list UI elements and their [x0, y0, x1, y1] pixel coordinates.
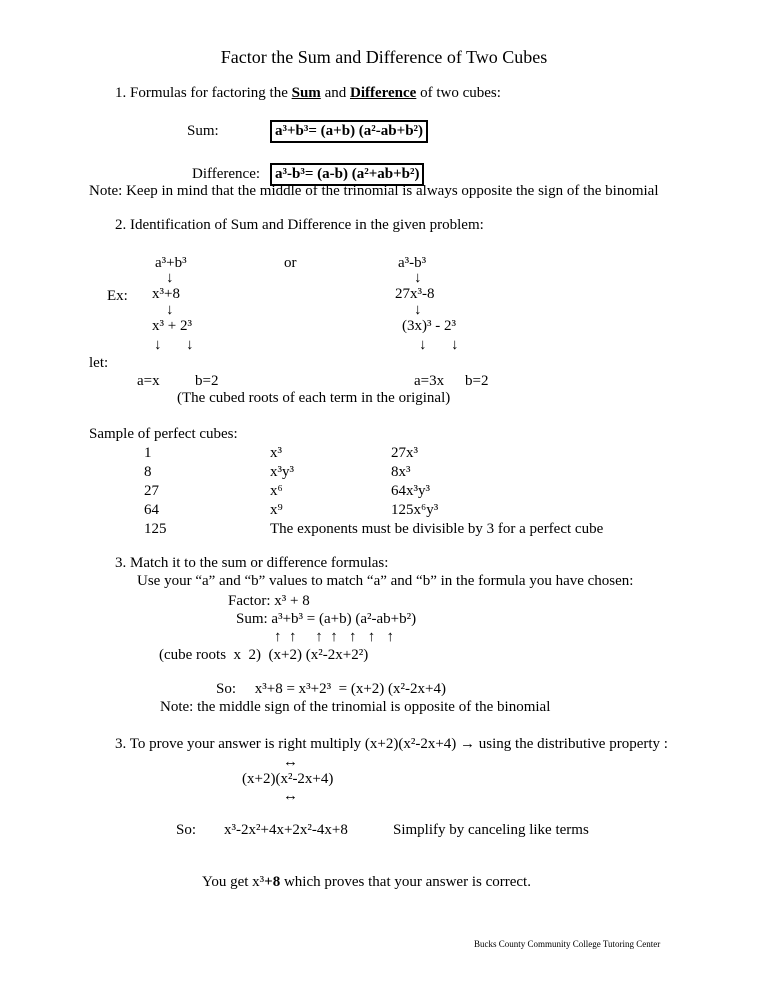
sum-label: Sum: [187, 123, 219, 139]
cube-term: 27x³ [391, 445, 418, 461]
cube-term: 64x³y³ [391, 483, 430, 499]
down-arrow-icon: ↓ [154, 337, 162, 353]
product-expression: (x+2)(x²-2x+4) [242, 771, 334, 787]
sum-formula-line: Sum: a³+b³ = (a+b) (a²-ab+b²) [236, 611, 417, 627]
section-3-heading: 3. Match it to the sum or difference formulas: [115, 555, 389, 571]
ex-label: Ex: [107, 288, 128, 304]
result-bold: +8 [264, 874, 281, 890]
right-formula: a³-b³ [398, 255, 427, 271]
down-arrow-icon: ↓ [186, 337, 194, 353]
intro-diff: Difference [349, 85, 417, 101]
intro-mid: and [320, 85, 350, 101]
difference-formula-box: a³-b³= (a-b) (a²+ab+b²) [270, 163, 424, 186]
intro-pre: 1. Formulas for factoring the [115, 85, 292, 101]
let-label: let: [89, 355, 109, 371]
left-cubes: x³ + 2³ [152, 318, 192, 334]
cube-variable: x⁹ [270, 502, 283, 518]
right-b-value: b=2 [465, 373, 489, 389]
cube-number: 64 [144, 502, 159, 518]
left-formula: a³+b³ [155, 255, 187, 271]
left-example: x³+8 [152, 286, 180, 302]
cube-number: 8 [144, 464, 152, 480]
left-right-arrow-icon: ↔ [283, 754, 298, 770]
left-a-value: a=x [137, 373, 160, 389]
down-arrow-icon: ↓ [166, 302, 174, 318]
left-right-arrow-icon: ↔ [283, 788, 298, 804]
down-arrow-icon: ↓ [414, 270, 422, 286]
perfect-cubes-heading: Sample of perfect cubes: [89, 426, 238, 442]
right-a-value: a=3x [414, 373, 445, 389]
so-label: So: [176, 822, 197, 838]
page-title: Factor the Sum and Difference of Two Cubes [220, 47, 548, 67]
factor-line: Factor: x³ + 8 [228, 593, 310, 609]
left-b-value: b=2 [195, 373, 219, 389]
cube-term: 125x⁶y³ [391, 502, 439, 518]
section-2-heading: 2. Identification of Sum and Difference in the given problem: [115, 217, 484, 233]
result-sentence [202, 875, 531, 890]
divisible-rule: The exponents must be divisible by 3 for a perfect cube [270, 521, 604, 537]
intro-post: of two cubes: [416, 85, 501, 101]
down-arrow-icon: ↓ [419, 337, 427, 353]
section-3-note: Note: the middle sign of the trinomial is opposite of the binomial [160, 699, 551, 715]
cube-number: 27 [144, 483, 159, 499]
result-pre: You get x³ [202, 874, 265, 890]
right-example: 27x³-8 [395, 286, 435, 302]
expansion: x³-2x²+4x+2x²-4x+8 [224, 822, 348, 838]
cube-variable: x⁶ [270, 483, 283, 499]
sum-formula-box: a³+b³= (a+b) (a²-ab+b²) [270, 120, 428, 143]
cube-number: 1 [144, 445, 152, 461]
cubed-roots-note: (The cubed roots of each term in the original) [177, 390, 451, 406]
down-arrow-icon: ↓ [414, 302, 422, 318]
cube-variable: x³y³ [270, 464, 294, 480]
footer-credit: Bucks County Community College Tutoring Center [474, 939, 661, 949]
cube-variable: x³ [270, 445, 282, 461]
section-3-instruction: Use your “a” and “b” values to match “a” and “b” in the formula you have chosen: [137, 573, 634, 589]
section-4-heading: 3. To prove your answer is right multiply (x+2)(x²-2x+4) → using the distributive property : [115, 736, 668, 752]
up-arrows-icon: ↑ ↑ ↑ ↑ ↑ ↑ ↑ [274, 629, 394, 645]
simplify-note: Simplify by canceling like terms [393, 822, 589, 838]
right-cubes: (3x)³ - 2³ [402, 318, 456, 334]
intro-sum: Sum [291, 85, 321, 101]
section-1-note: Note: Keep in mind that the middle of the trinomial is always opposite the sign of the binomial [89, 183, 659, 199]
cube-roots-line: (cube roots x 2) (x+2) (x²-2x+2²) [159, 647, 369, 663]
cube-number: 125 [144, 521, 167, 537]
result-post: which proves that your answer is correct. [280, 874, 531, 890]
section-1-intro [115, 86, 501, 101]
so-line: So: x³+8 = x³+2³ = (x+2) (x²-2x+4) [216, 681, 446, 697]
cube-term: 8x³ [391, 464, 411, 480]
down-arrow-icon: ↓ [451, 337, 459, 353]
difference-label: Difference: [192, 166, 261, 182]
or-text: or [284, 255, 297, 271]
down-arrow-icon: ↓ [166, 270, 174, 286]
